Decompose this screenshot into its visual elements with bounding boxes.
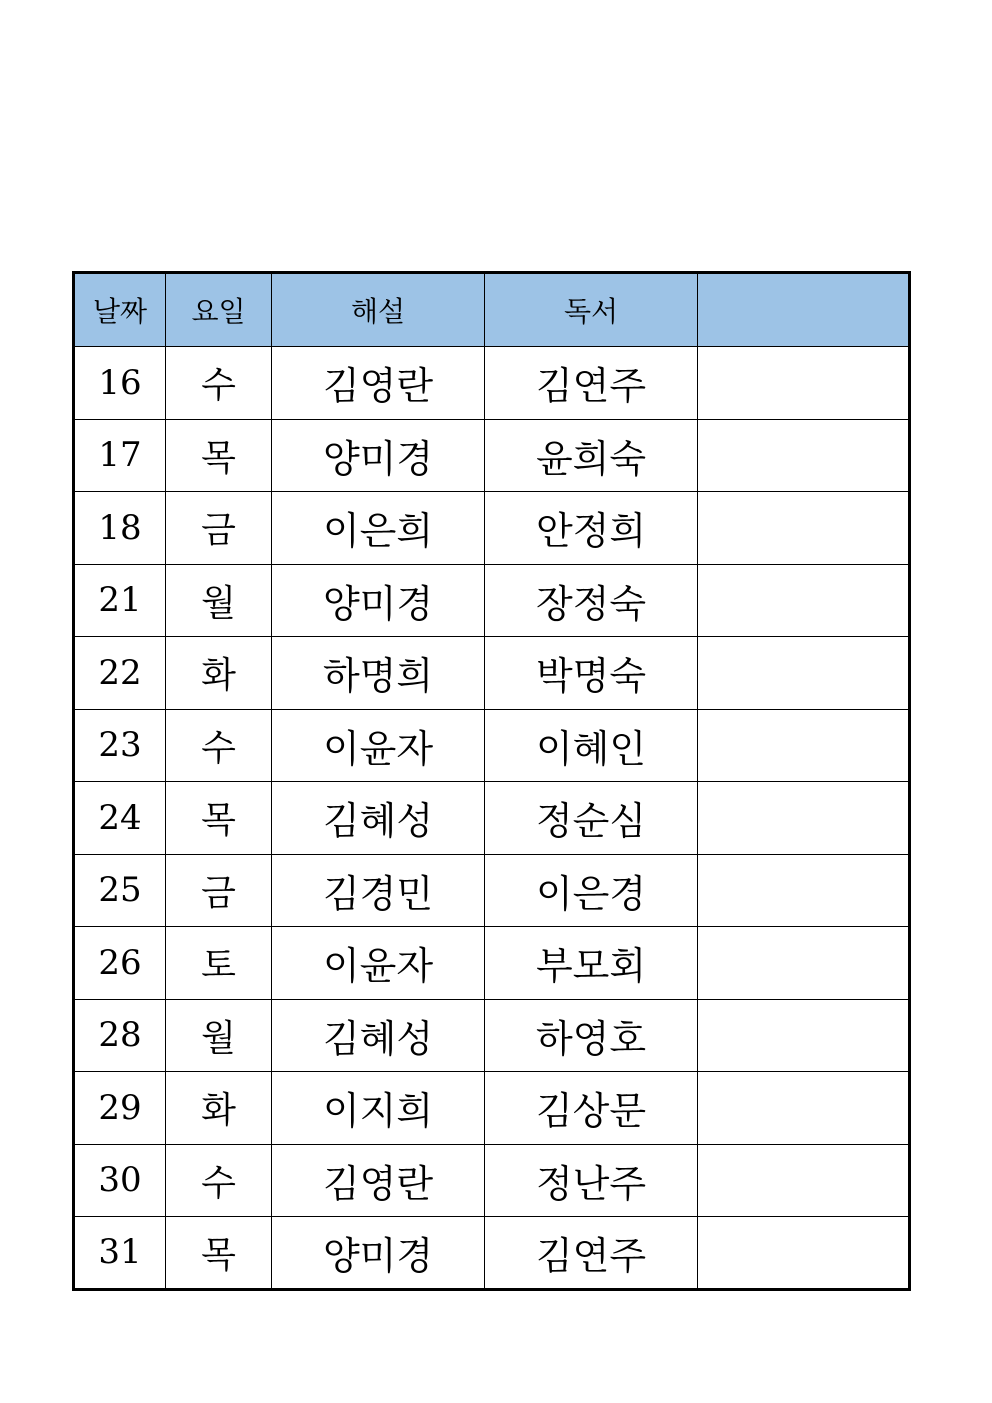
note-cell	[698, 492, 910, 565]
reading-cell: 부모회	[485, 927, 698, 1000]
date-cell: 24	[74, 782, 166, 855]
note-cell	[698, 637, 910, 710]
date-cell: 29	[74, 1072, 166, 1145]
commentary-cell: 김영란	[272, 1144, 485, 1217]
commentary-cell: 양미경	[272, 1217, 485, 1290]
date-cell: 21	[74, 564, 166, 637]
date-cell: 22	[74, 637, 166, 710]
date-cell: 31	[74, 1217, 166, 1290]
table-row	[74, 1217, 910, 1290]
date-cell: 25	[74, 854, 166, 927]
reading-cell: 장정숙	[485, 564, 698, 637]
reading-cell: 김연주	[485, 347, 698, 420]
reading-cell: 정순심	[485, 782, 698, 855]
day-cell: 목	[166, 1217, 272, 1290]
date-cell: 26	[74, 927, 166, 1000]
day-cell: 수	[166, 1144, 272, 1217]
commentary-cell: 김경민	[272, 854, 485, 927]
header-row	[74, 273, 910, 347]
date-cell: 16	[74, 347, 166, 420]
date-cell: 23	[74, 709, 166, 782]
table-row	[74, 709, 910, 782]
commentary-cell: 양미경	[272, 419, 485, 492]
reading-cell: 김연주	[485, 1217, 698, 1290]
commentary-cell: 이은희	[272, 492, 485, 565]
header-reading: 독서	[485, 273, 698, 347]
date-cell: 17	[74, 419, 166, 492]
day-cell: 금	[166, 492, 272, 565]
note-cell	[698, 999, 910, 1072]
day-cell: 목	[166, 782, 272, 855]
reading-cell: 윤희숙	[485, 419, 698, 492]
day-cell: 금	[166, 854, 272, 927]
date-cell: 30	[74, 1144, 166, 1217]
reading-cell: 하영호	[485, 999, 698, 1072]
table-row	[74, 854, 910, 927]
table-row	[74, 347, 910, 420]
note-cell	[698, 854, 910, 927]
commentary-cell: 양미경	[272, 564, 485, 637]
table-row	[74, 637, 910, 710]
table-row	[74, 782, 910, 855]
day-cell: 월	[166, 999, 272, 1072]
date-cell: 18	[74, 492, 166, 565]
header-commentary: 해설	[272, 273, 485, 347]
reading-cell: 안정희	[485, 492, 698, 565]
day-cell: 월	[166, 564, 272, 637]
day-cell: 수	[166, 347, 272, 420]
header-day: 요일	[166, 273, 272, 347]
commentary-cell: 김혜성	[272, 782, 485, 855]
table-row	[74, 564, 910, 637]
table-row	[74, 999, 910, 1072]
note-cell	[698, 709, 910, 782]
reading-cell: 박명숙	[485, 637, 698, 710]
table-row	[74, 1072, 910, 1145]
reading-cell: 이혜인	[485, 709, 698, 782]
day-cell: 토	[166, 927, 272, 1000]
header-date: 날짜	[74, 273, 166, 347]
schedule-table	[72, 271, 911, 1291]
note-cell	[698, 1144, 910, 1217]
commentary-cell: 이윤자	[272, 709, 485, 782]
note-cell	[698, 347, 910, 420]
note-cell	[698, 1217, 910, 1290]
commentary-cell: 이윤자	[272, 927, 485, 1000]
commentary-cell: 이지희	[272, 1072, 485, 1145]
day-cell: 목	[166, 419, 272, 492]
commentary-cell: 하명희	[272, 637, 485, 710]
note-cell	[698, 419, 910, 492]
reading-cell: 김상문	[485, 1072, 698, 1145]
header-blank	[698, 273, 910, 347]
reading-cell: 이은경	[485, 854, 698, 927]
note-cell	[698, 1072, 910, 1145]
day-cell: 화	[166, 1072, 272, 1145]
table-header	[74, 273, 910, 347]
table-body	[74, 347, 910, 1290]
day-cell: 화	[166, 637, 272, 710]
table-row	[74, 927, 910, 1000]
table-row	[74, 1144, 910, 1217]
note-cell	[698, 564, 910, 637]
table-row	[74, 492, 910, 565]
reading-cell: 정난주	[485, 1144, 698, 1217]
day-cell: 수	[166, 709, 272, 782]
commentary-cell: 김혜성	[272, 999, 485, 1072]
note-cell	[698, 782, 910, 855]
table-row	[74, 419, 910, 492]
date-cell: 28	[74, 999, 166, 1072]
commentary-cell: 김영란	[272, 347, 485, 420]
note-cell	[698, 927, 910, 1000]
